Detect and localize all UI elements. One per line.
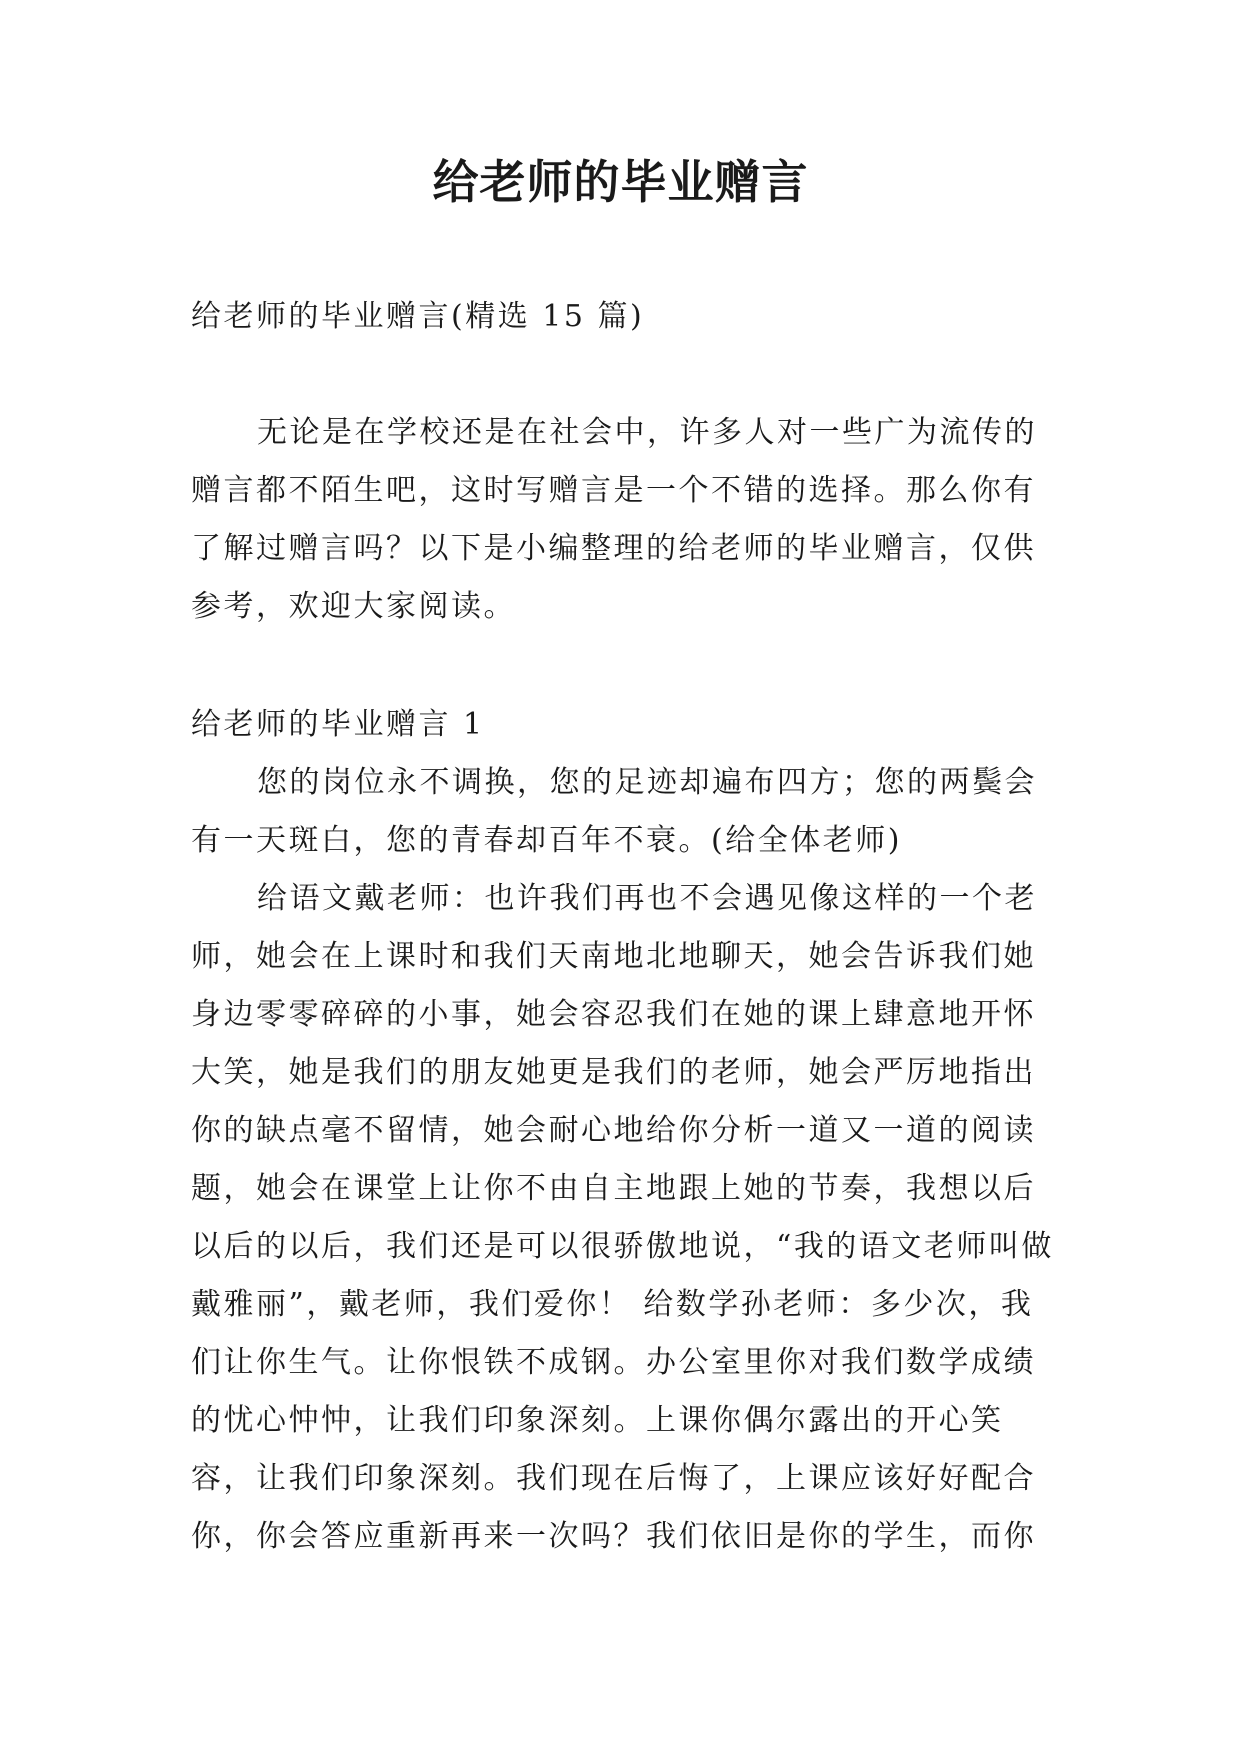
intro-paragraph: 无论是在学校还是在社会中，许多人对一些广为流传的赠言都不陌生吧，这时写赠言是一个不错的选择。那么你有了解过赠言吗？以下是小编整理的给老师的毕业赠言，仅供参考，欢迎大家阅读。: [191, 415, 1037, 624]
section-heading: 给老师的毕业赠言 1: [191, 707, 485, 742]
paragraph-chinese-math-teachers: 给语文戴老师：也许我们再也不会遇见像这样的一个老师，她会在上课时和我们天南地北地聊天，她会告诉我们她身边零零碎碎的小事，她会容忍我们在她的课上肆意地开怀大笑，她是我们的朋友她更是我们的老师，她会严厉地指出你的缺点毫不留情，她会耐心地给你分析一道又一道的阅读题，她会在课堂上让你不由自主地跟上她的节奏，我想以后以后的以后，我们还是可以很骄傲地说，“我的语文老师叫做戴雅丽”，戴老师，我们爱你！ 给数学孙老师：多少次，我们让你生气。让你恨铁不成钢。办公室里你对我们数学成绩的忧心忡忡，让我们印象深刻。上课你偶尔露出的开心笑容，让我们印象深刻。我们现在后悔了，上课应该好好配合你，你会答应重新再来一次吗？我们依旧是你的学生，而你: [191, 881, 1054, 1554]
paragraph-all-teachers: 您的岗位永不调换，您的足迹却遍布四方；您的两鬓会有一天斑白，您的青春却百年不衰。(给全体老师): [191, 765, 1037, 858]
document-subtitle: 给老师的毕业赠言(精选 15 篇): [191, 299, 645, 334]
section-body: [191, 754, 1061, 1566]
page-title: 给老师的毕业赠言: [432, 155, 809, 209]
